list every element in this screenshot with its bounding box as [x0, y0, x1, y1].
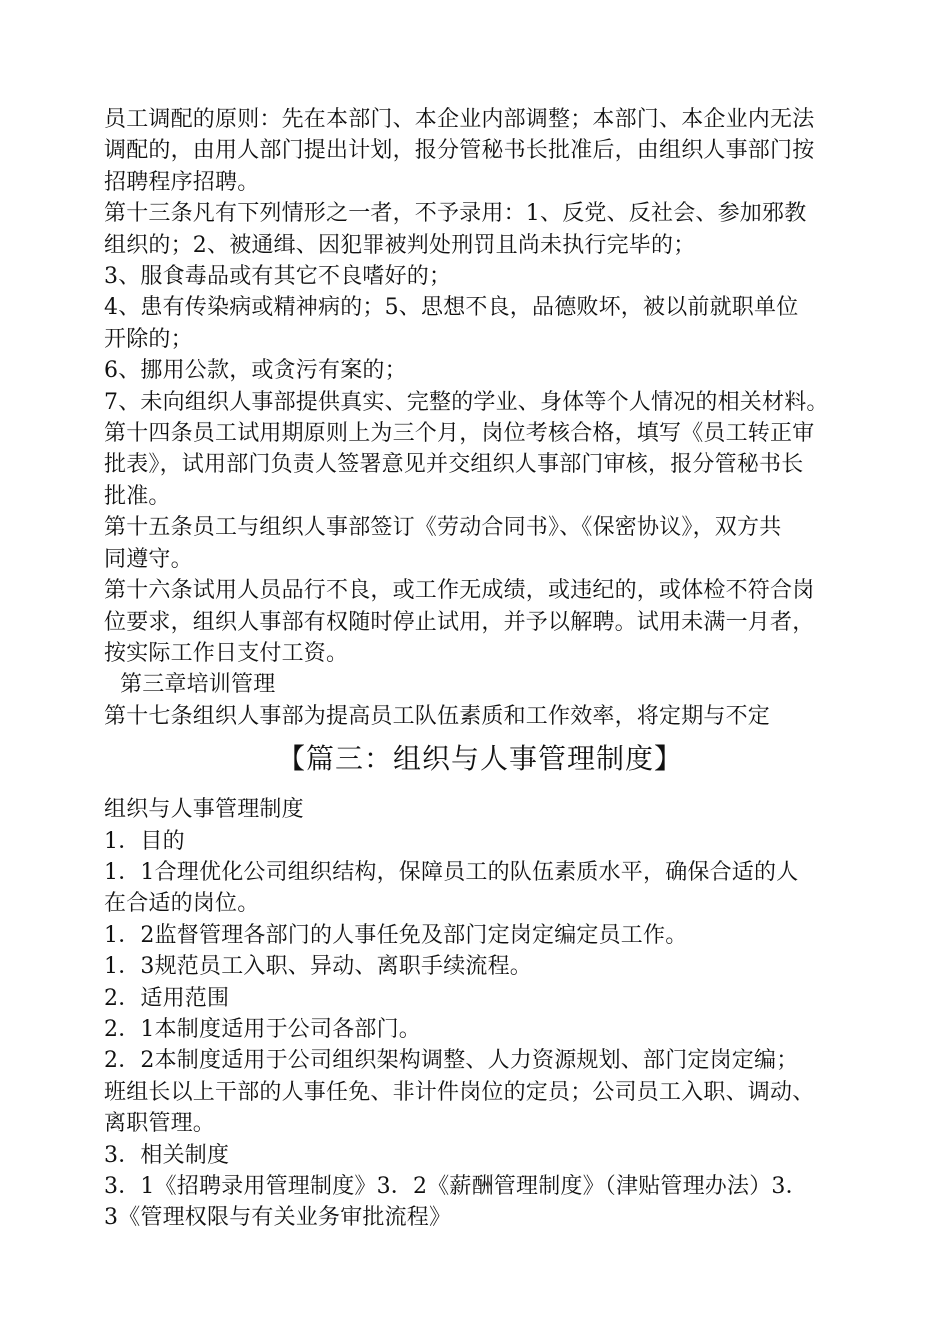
text-line: 3．相关制度 — [104, 1142, 230, 1168]
text-line: 组织的；2、被通缉、因犯罪被判处刑罚且尚未执行完毕的； — [104, 232, 696, 258]
text-line: 调配的，由用人部门提出计划，报分管秘书长批准后，由组织人事部门按 — [104, 138, 815, 164]
text-line: 7、未向组织人事部提供真实、完整的学业、身体等个人情况的相关材料。 — [104, 389, 829, 415]
text-line: 开除的； — [104, 326, 193, 352]
part2-paragraphs — [104, 794, 856, 1234]
text-line: 员工调配的原则：先在本部门、本企业内部调整；本部门、本企业内无法 — [104, 107, 815, 132]
text-line: 位要求，组织人事部有权随时停止试用，并予以解聘。试用未满一月者， — [104, 609, 815, 635]
text-line: 班组长以上干部的人事任免、非计件岗位的定员；公司员工入职、调动、 — [104, 1079, 815, 1105]
text-line: 第十四条员工试用期原则上为三个月，岗位考核合格，填写《员工转正审 — [104, 421, 815, 447]
part1-paragraphs — [104, 104, 856, 669]
text-line: 第十五条员工与组织人事部签订《劳动合同书》、《保密协议》，双方共 — [104, 515, 782, 541]
text-line: 第十七条组织人事部为提高员工队伍素质和工作效率，将定期与不定 — [104, 703, 771, 729]
section-title: 【篇三：组织与人事管理制度】 — [276, 742, 683, 776]
text-line: 批准。 — [104, 483, 171, 509]
text-line: 1．2监督管理各部门的人事任免及部门定岗定编定员工作。 — [104, 922, 688, 948]
text-line: 批表》，试用部门负责人签署意见并交组织人事部门审核，报分管秘书长 — [104, 452, 804, 478]
text-line: 在合适的岗位。 — [104, 891, 260, 917]
chapter-heading: 第三章培训管理 — [120, 672, 276, 698]
text-line: 1．1合理优化公司组织结构，保障员工的队伍素质水平，确保合适的人 — [104, 859, 799, 885]
text-line: 离职管理。 — [104, 1111, 216, 1137]
text-line: 同遵守。 — [104, 546, 193, 572]
text-line: 3、服食毒品或有其它不良嗜好的； — [104, 264, 452, 290]
text-line: 6、挪用公款，或贪污有案的； — [104, 358, 407, 384]
text-line: 2．2本制度适用于公司组织架构调整、人力资源规划、部门定岗定编； — [104, 1048, 799, 1074]
text-line: 按实际工作日支付工资。 — [104, 640, 349, 666]
text-line: 1．目的 — [104, 828, 185, 854]
text-line: 3《管理权限与有关业务审批流程》 — [104, 1205, 452, 1231]
text-line: 3．1《招聘录用管理制度》3．2《薪酬管理制度》（津贴管理办法）3． — [104, 1174, 808, 1199]
text-line: 4、患有传染病或精神病的；5、思想不良，品德败坏，被以前就职单位 — [104, 295, 799, 321]
text-line: 组织与人事管理制度 — [104, 797, 304, 823]
text-line: 1．3规范员工入职、异动、离职手续流程。 — [104, 954, 532, 980]
text-line: 2．1本制度适用于公司各部门。 — [104, 1016, 421, 1042]
document-body — [104, 104, 856, 1234]
text-line: 第十三条凡有下列情形之一者，不予录用：1、反党、反社会、参加邪教 — [104, 201, 807, 227]
text-line: 2．适用范围 — [104, 985, 230, 1011]
text-line: 第十六条试用人员品行不良，或工作无成绩，或违纪的，或体检不符合岗 — [104, 578, 815, 604]
text-line: 招聘程序招聘。 — [104, 169, 260, 195]
